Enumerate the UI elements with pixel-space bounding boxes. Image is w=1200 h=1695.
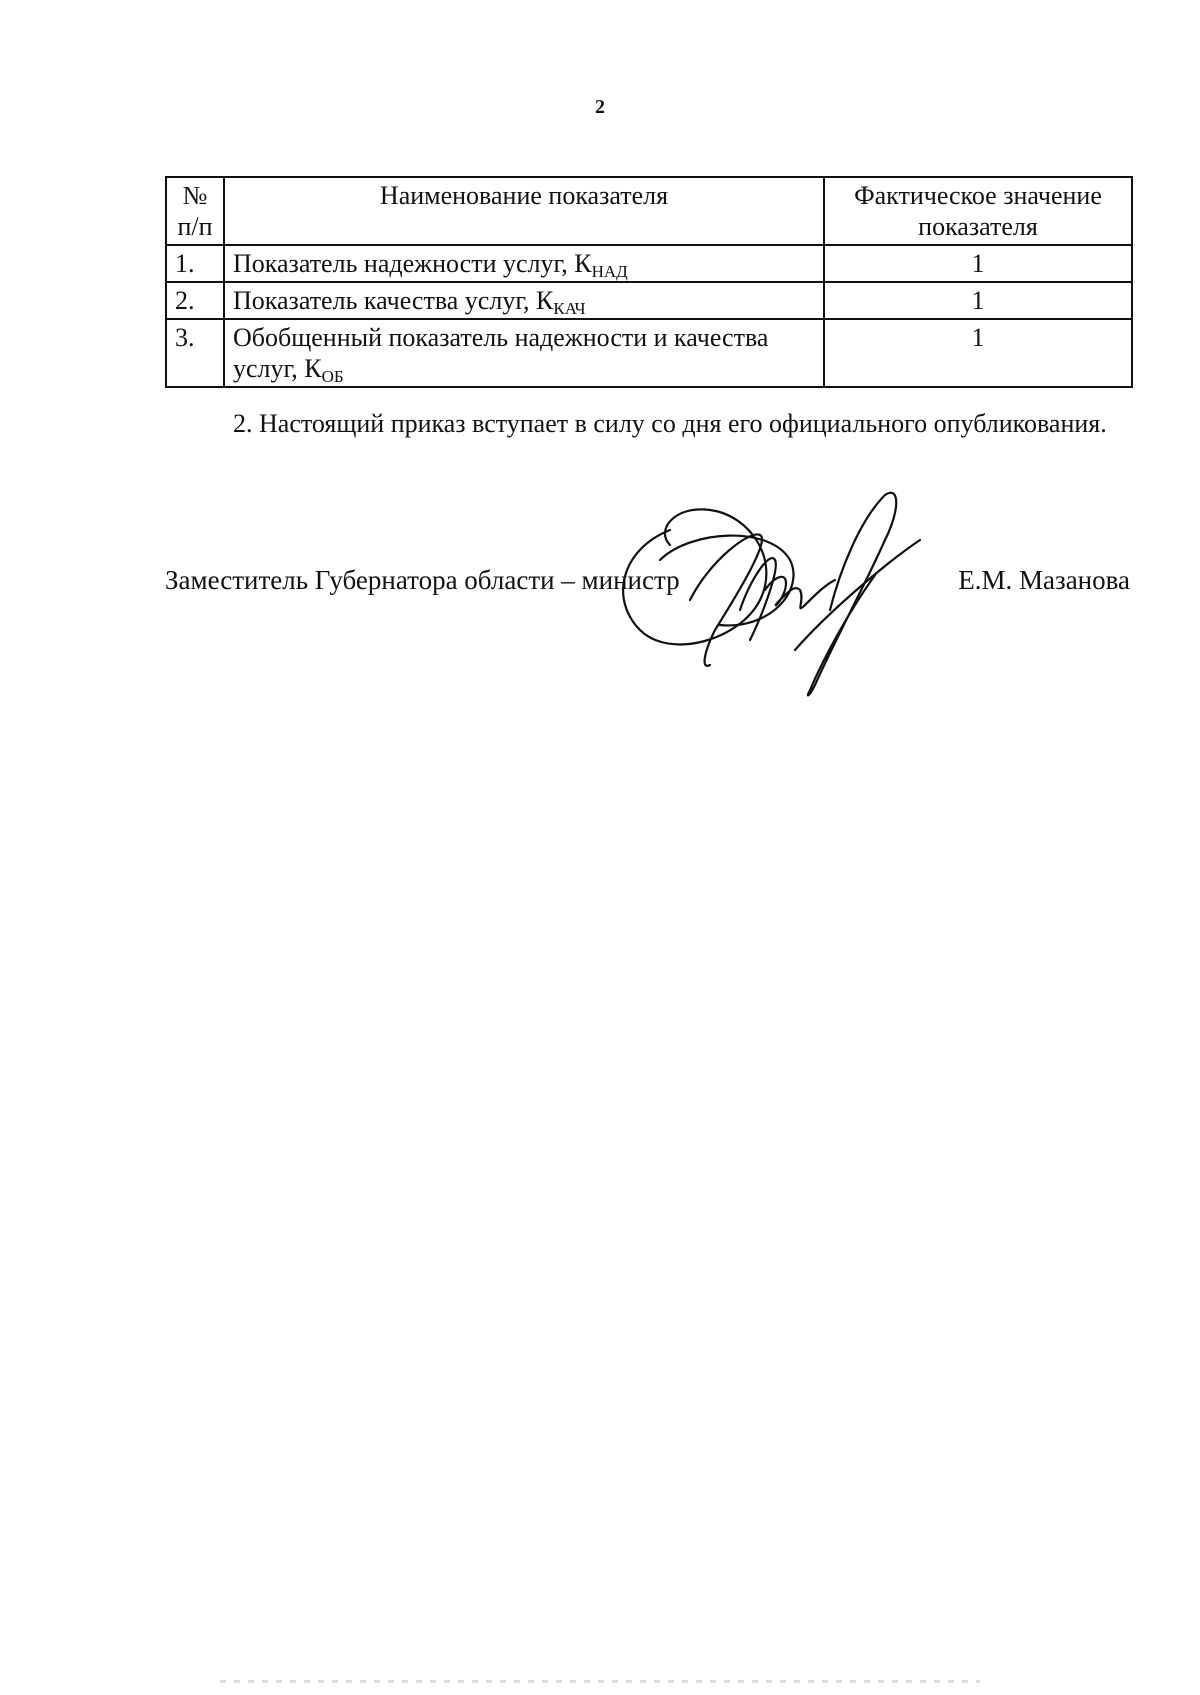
row-name-subscript: ОБ: [321, 367, 344, 386]
row-value: 1: [824, 319, 1132, 387]
handwritten-signature: [600, 490, 960, 710]
row-name: [224, 319, 824, 387]
row-num: 3.: [166, 319, 224, 387]
table-row: [166, 282, 1132, 319]
header-value: Фактическое значение показателя: [824, 177, 1132, 245]
header-name: Наименование показателя: [224, 177, 824, 245]
row-name-text: Показатель надежности услуг, К: [233, 249, 592, 278]
row-name: [224, 282, 824, 319]
signatory-position: Заместитель Губернатора области – министр: [165, 565, 680, 595]
row-value: 1: [824, 282, 1132, 319]
signatory-name: Е.М. Мазанова: [958, 565, 1130, 595]
row-name: [224, 245, 824, 282]
row-name-subscript: КАЧ: [553, 299, 586, 318]
indicators-table: [165, 176, 1133, 388]
table-row: [166, 319, 1132, 387]
row-num: 1.: [166, 245, 224, 282]
row-name-text: Обобщенный показатель надежности и качества услуг, К: [233, 323, 769, 383]
scan-artifact: [220, 1680, 980, 1683]
row-num: 2.: [166, 282, 224, 319]
table-header-row: [166, 177, 1132, 245]
row-value: 1: [824, 245, 1132, 282]
page-number: 2: [595, 96, 605, 118]
row-name-text: Показатель качества услуг, К: [233, 286, 554, 315]
header-num: № п/п: [166, 177, 224, 245]
effective-date-paragraph: 2. Настоящий приказ вступает в силу со дня его официального опубликования.: [233, 409, 1107, 438]
row-name-subscript: НАД: [591, 262, 628, 281]
table-row: [166, 245, 1132, 282]
